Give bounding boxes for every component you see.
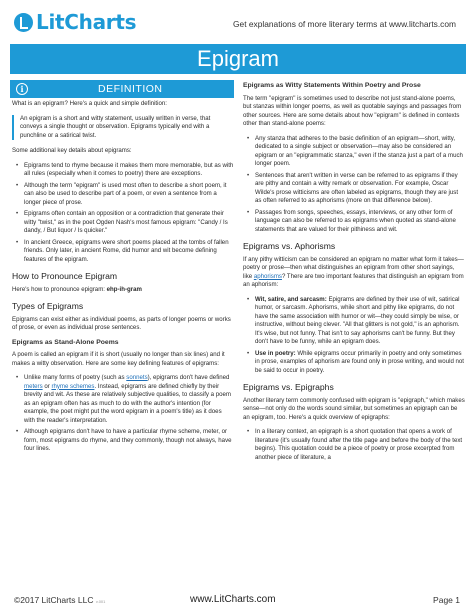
list-item: • In a literary context, an epigraph is a short quotation that opens a work of literature (it's usually found after the title page and before the body of the text begins). This quotation could be a piece of poetry or prose excerpted from another piece of literature, a [243, 428, 465, 462]
pronounce-label: Here's how to pronounce epigram: [12, 285, 105, 293]
list-item-text: . Instead, epigrams are defined chiefly by their brevity and wit. As these are relatively subjective qualities, to classify a poem as an epigram often has as much to do with the author's intention (for example, the poet might put the word epigram in a poem's title) as it does with the reader's interpretation. [24, 382, 231, 424]
page-header [0, 0, 474, 44]
pronounce-heading: How to Pronounce Epigram [12, 271, 118, 281]
epigraphs-text: Another literary term commonly confused with epigram is "epigraph," which makes sense—not only do the words sound similar, but sometimes an epigraph can be an epigram, too. Here's a quick overview of epigraphs: [243, 396, 465, 421]
witty-heading: Epigrams as Witty Statements Within Poetry and Prose [243, 82, 421, 89]
standalone-text: A poem is called an epigram if it is short (usually no longer than six lines) and it makes a witty observation. Here are some key defining features of epigrams: [12, 351, 225, 367]
rhyme-schemes-link[interactable]: rhyme schemes [51, 382, 95, 390]
right-column [243, 82, 465, 468]
info-icon: i [16, 83, 28, 95]
list-item: • Although epigrams don't have to have a particular rhyme scheme, meter, or form, most epigrams do rhyme, and they commonly, though not always, have four lines. [12, 428, 234, 454]
list-item-bold: Wit, satire, and sarcasm: [255, 295, 327, 303]
list-item-text: or [42, 382, 52, 390]
aphorisms-text [243, 256, 465, 290]
copyright-text: ©2017 LitCharts LLC [14, 595, 94, 605]
definition-banner [10, 80, 234, 98]
list-item: • Epigrams tend to rhyme because it makes them more memorable, but as with all rules (especially when it comes to poetry) there are exceptions. [12, 162, 234, 179]
aphorisms-heading: Epigrams vs. Aphorisms [243, 241, 336, 251]
paragraph-text: If any pithy witticism can be considered an epigram no matter what form it takes—poetry or prose—then what distinguishes an epigram from other short sayings, like [243, 255, 464, 280]
site-link[interactable]: www.LitCharts.com [190, 594, 276, 605]
page-title: Epigram [197, 46, 279, 71]
list-item [243, 296, 465, 347]
definition-quote: An epigram is a short and witty statement, usually written in verse, that conveys a single thought or observation. Epigrams typically end with a punchline or a satirical twist. [12, 115, 234, 141]
details-list [12, 162, 234, 265]
aphorisms-link[interactable]: aphorisms [253, 272, 282, 280]
page-title-bar [10, 44, 466, 74]
types-heading: Types of Epigrams [12, 301, 84, 311]
standalone-list [12, 374, 234, 454]
header-tagline: Get explanations of more literary terms at www.litcharts.com [233, 19, 456, 29]
witty-list [243, 135, 465, 235]
sonnets-link[interactable]: sonnets [126, 374, 148, 381]
list-item [12, 374, 234, 425]
list-item-text: Unlike many forms of poetry (such as [24, 374, 127, 381]
list-item: • Passages from songs, speeches, essays, interviews, or any other form of language can also be referred to as epigrams when quoted as stand-alone statements that are valued for their pithiness and wit. [243, 209, 465, 235]
pronounce-value: ehp-ih-gram [106, 285, 142, 293]
list-item-text: While epigrams occur primarily in poetry and only sometimes in prose, examples of aphorism are found only in prose writing, and would not be said to occur in poetry. [255, 349, 464, 374]
list-item [243, 350, 465, 376]
list-item: • Although the term "epigram" is used most often to describe a short poem, it can also be used to describe part of a poem, or even a sentence from a longer piece of prose. [12, 182, 234, 208]
aphorisms-list [243, 296, 465, 376]
version-label: v.001 [95, 599, 106, 604]
list-item: • Sentences that aren't written in verse can be referred to as epigrams if they are pithy and contain a witty remark or observation. For example, Oscar Wilde's prose witticisms are often labeled as epigrams, though they are just as often referred to as aphorisms (more on that difference below). [243, 172, 465, 206]
pronounce-text [12, 286, 234, 295]
logo-text: LitCharts [36, 10, 137, 34]
list-item-text: Epigrams are defined by their use of wit, satirical humor, or sarcasm. Aphorisms, while short and pithy like epigrams, do not have the same association with humor or wit—they could simply be wise, or instructive, without being clever. "All that glitters is not gold," is an aphorism. It's wise, but not funny. That isn't to say aphorisms can't be funny. But they don't have to be funny, while an epigram does. [255, 295, 460, 345]
definition-intro: What is an epigram? Here's a quick and simple definition: [12, 100, 167, 107]
left-column [12, 100, 234, 460]
list-item-text: ), epigrams don't have defined [147, 374, 230, 381]
meters-link[interactable]: meters [24, 382, 43, 390]
witty-text: The term "epigram" is sometimes used to describe not just stand-alone poems, but stanzas within longer poems, as well as quotable sayings and passages from other sources. Here are some details about how "epigram" is defined in contexts other than stand-alone poems: [243, 94, 462, 127]
copyright [14, 595, 105, 605]
details-intro: Some additional key details about epigrams: [12, 147, 132, 154]
epigraphs-list [243, 428, 465, 462]
litcharts-logo-icon [14, 13, 33, 32]
standalone-heading: Epigrams as Stand-Alone Poems [12, 338, 119, 346]
list-item: • Any stanza that adheres to the basic definition of an epigram—short, witty, dedicated to a single subject or observation—may also be considered an epigram or an "epigrammatic stanza," even if the stanza just a part of a much longer poem. [243, 135, 465, 169]
types-text: Epigrams can exist either as individual poems, as parts of longer poems or works of prose, or even as individual prose sentences. [12, 315, 231, 331]
litcharts-logo[interactable] [14, 10, 136, 34]
list-item: • Epigrams often contain an opposition or a contradiction that generate their witty "twist," as in the poet Ogden Nash's most famous epigram: "Candy / Is dandy, / But liquor / Is quicker." [12, 210, 234, 236]
list-item-bold: Use in poetry: [255, 349, 296, 357]
page-footer [0, 584, 474, 613]
epigraphs-heading: Epigrams vs. Epigraphs [243, 382, 334, 392]
definition-label: DEFINITION [98, 83, 163, 95]
list-item: • In ancient Greece, epigrams were short poems placed at the tombs of fallen friends. Only later, in ancient Rome, did humor and wit become defining features of the epigram. [12, 239, 234, 265]
page-number: Page 1 [433, 595, 460, 605]
paragraph-text: ? There are two important features that distinguish an epigram from an aphorism: [243, 272, 464, 288]
